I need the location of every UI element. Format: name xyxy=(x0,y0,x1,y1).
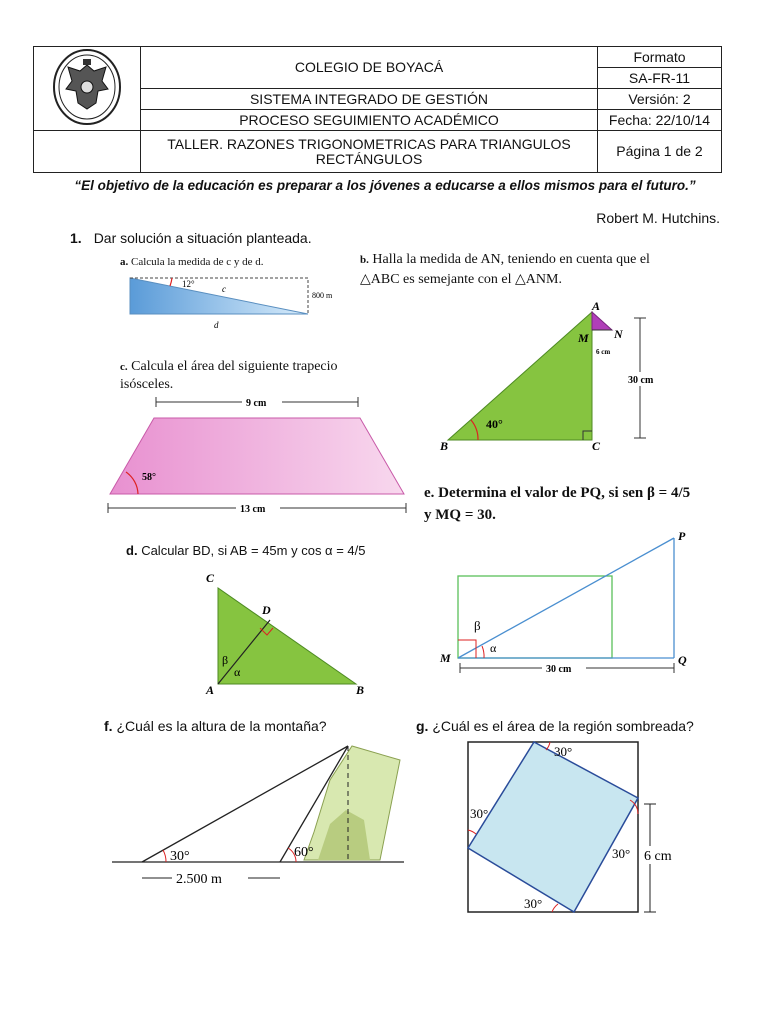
distance-label: 2.500 m xyxy=(176,872,222,887)
problem-e-figure xyxy=(436,530,706,680)
date: Fecha: 22/10/14 xyxy=(598,110,722,131)
angle-right-label: 30° xyxy=(612,846,631,861)
angle-label: 40° xyxy=(486,417,503,431)
angle-bottom-label: 30° xyxy=(524,896,543,911)
header-table xyxy=(33,46,722,173)
top-base-label: 9 cm xyxy=(246,398,267,409)
format-label: Formato xyxy=(598,47,722,68)
beta-label: β xyxy=(474,618,481,633)
format-code: SA-FR-11 xyxy=(598,68,722,89)
problem-c-figure xyxy=(106,398,411,518)
problem-f-statement: f. ¿Cuál es la altura de la montaña? xyxy=(104,718,327,734)
school-logo-cell xyxy=(34,47,141,131)
alpha-label: α xyxy=(490,641,497,655)
quote-text: “El objetivo de la educación es preparar a los jóvenes a educarse a ellos mismos para el futuro.” xyxy=(74,178,696,193)
process-name: PROCESO SEGUIMIENTO ACADÉMICO xyxy=(141,110,598,131)
problem-a-figure xyxy=(120,270,350,332)
beta-label: β xyxy=(222,653,229,667)
angle-label: 12° xyxy=(182,279,195,289)
version: Versión: 2 xyxy=(598,89,722,110)
problem-g-figure xyxy=(466,740,686,916)
vertex-b: B xyxy=(356,683,365,697)
school-name: COLEGIO DE BOYACÁ xyxy=(141,47,598,89)
system-name: SISTEMA INTEGRADO DE GESTIÓN xyxy=(141,89,598,110)
side-c-label: c xyxy=(222,284,226,294)
small-side-label: 6 cm xyxy=(596,348,611,356)
angle-left-label: 30° xyxy=(470,806,489,821)
bottom-base-label: 13 cm xyxy=(240,504,266,515)
side-label: 30 cm xyxy=(628,375,654,386)
vertex-b: B xyxy=(440,439,449,453)
problem-c-statement: c. Calcula el área del siguiente trapecio isósceles. xyxy=(120,359,338,392)
school-crest-icon xyxy=(52,47,122,127)
page-number: Página 1 de 2 xyxy=(598,131,722,173)
problem-b-statement: b. Halla la medida de AN, teniendo en cuenta que el △ABC es semejante con el △ANM. xyxy=(360,252,650,287)
angle-30-label: 30° xyxy=(170,849,190,864)
item-number: 1. xyxy=(70,230,82,246)
angle-label: 58° xyxy=(142,472,156,483)
vertex-c: C xyxy=(592,439,601,453)
base-label: 30 cm xyxy=(546,664,572,675)
vertex-p: P xyxy=(678,529,686,543)
vertex-m: M xyxy=(578,331,589,345)
vertex-n: N xyxy=(614,327,623,341)
workshop-title: TALLER. RAZONES TRIGONOMETRICAS PARA TRIANGULOS RECTÁNGULOS xyxy=(141,131,598,173)
angle-top-label: 30° xyxy=(554,744,573,759)
vertex-d: D xyxy=(262,603,271,617)
problem-b-figure xyxy=(440,300,670,452)
problem-g-statement: g. ¿Cuál es el área de la región sombreada? xyxy=(416,718,694,734)
item-text: Dar solución a situación planteada. xyxy=(93,230,312,246)
vertex-q: Q xyxy=(678,653,687,667)
alpha-label: α xyxy=(234,665,241,679)
problem-d-figure xyxy=(200,570,380,700)
vertex-m: M xyxy=(440,651,451,665)
height-label: 800 m xyxy=(312,291,333,300)
problem-f-figure xyxy=(108,740,408,890)
angle-60-label: 60° xyxy=(294,845,314,860)
side-d-label: d xyxy=(214,320,219,330)
quote-author: Robert M. Hutchins. xyxy=(596,210,720,226)
side-label: 6 cm xyxy=(644,849,672,864)
item-1 xyxy=(70,230,312,246)
problem-a-statement: a. Calcula la medida de c y de d. xyxy=(120,256,264,268)
vertex-a: A xyxy=(592,299,601,313)
vertex-a: A xyxy=(206,683,215,697)
problem-e-statement: e. Determina el valor de PQ, si sen β = 4/5 y MQ = 30. xyxy=(424,485,691,523)
vertex-c: C xyxy=(206,571,215,585)
problem-d-statement: d. Calcular BD, si AB = 45m y cos α = 4/5 xyxy=(126,543,366,558)
